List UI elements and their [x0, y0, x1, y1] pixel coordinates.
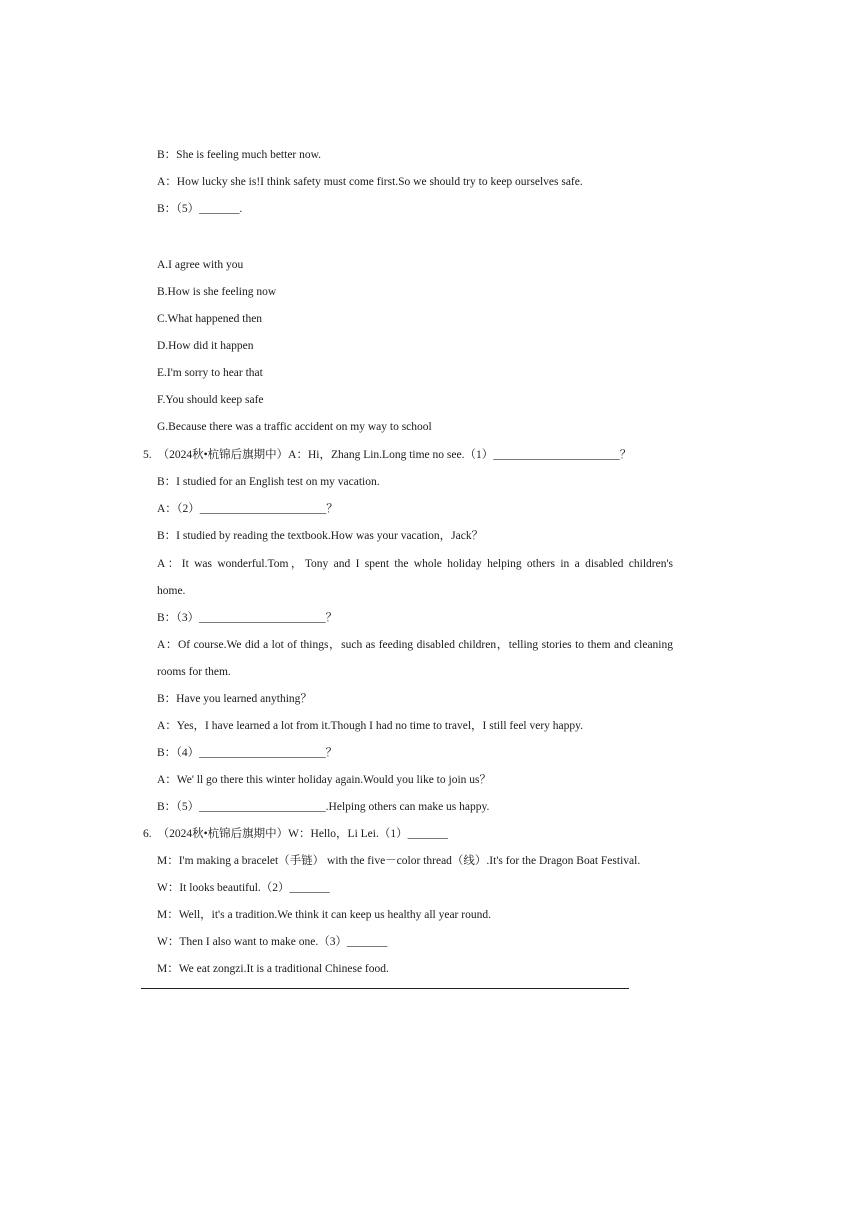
dialogue-line: B：Have you learned anything？ — [157, 693, 312, 705]
dialogue-line: home. — [157, 585, 186, 597]
option-f: F.You should keep safe — [157, 394, 264, 406]
question-number: 5. — [143, 449, 152, 461]
dialogue-line: W：Hello，Li Lei.（1）_______ — [288, 828, 448, 840]
dialogue-line: M：Well，it's a tradition.We think it can keep us healthy all year round. — [157, 909, 491, 921]
dialogue-line: W：Then I also want to make one.（3）_______ — [157, 936, 388, 948]
dialogue-line: B：（3）______________________？ — [157, 612, 338, 624]
dialogue-line: B：（5）______________________.Helping others can make us happy. — [157, 801, 490, 813]
footer-divider — [141, 988, 629, 989]
dialogue-line: A：How lucky she is!I think safety must come first.So we should try to keep ourselves safe. — [157, 176, 583, 188]
question-6-header — [143, 827, 448, 841]
question-source: （2024秋•杭锦后旗期中） — [157, 449, 289, 461]
option-a: A.I agree with you — [157, 259, 244, 271]
question-5-header — [143, 448, 631, 462]
dialogue-line: M：I'm making a bracelet（手链） with the five－color thread（线）.It's for the Dragon Boat Festival. — [157, 855, 641, 867]
dialogue-line: B：I studied for an English test on my vacation. — [157, 476, 380, 488]
dialogue-line: M：We eat zongzi.It is a traditional Chinese food. — [157, 963, 389, 975]
dialogue-line: B：I studied by reading the textbook.How was your vacation，Jack？ — [157, 530, 484, 542]
question-source: （2024秋•杭锦后旗期中） — [157, 828, 289, 840]
option-b: B.How is she feeling now — [157, 286, 277, 298]
dialogue-line: A：Of course.We did a lot of things，such as feeding disabled children，telling stories to them and cleaning — [157, 639, 673, 651]
option-c: C.What happened then — [157, 313, 263, 325]
option-d: D.How did it happen — [157, 340, 254, 352]
dialogue-line: A：It was wonderful.Tom，Tony and I spent the whole holiday helping others in a disabled children's — [157, 558, 673, 570]
dialogue-line: B：（4）______________________？ — [157, 747, 338, 759]
dialogue-line: A：（2）______________________？ — [157, 503, 338, 515]
dialogue-line: B：She is feeling much better now. — [157, 149, 322, 161]
question-number: 6. — [143, 828, 152, 840]
dialogue-line: B：（5）_______. — [157, 203, 243, 215]
option-e: E.I'm sorry to hear that — [157, 367, 263, 379]
dialogue-line: W：It looks beautiful.（2）_______ — [157, 882, 330, 894]
dialogue-line: rooms for them. — [157, 666, 231, 678]
dialogue-line: A：Yes，I have learned a lot from it.Though I had no time to travel，I still feel very happy. — [157, 720, 584, 732]
option-g: G.Because there was a traffic accident on my way to school — [157, 421, 432, 433]
dialogue-line: A：Hi，Zhang Lin.Long time no see.（1）______________________？ — [288, 449, 632, 461]
dialogue-line: A：We' ll go there this winter holiday again.Would you like to join us？ — [157, 774, 491, 786]
